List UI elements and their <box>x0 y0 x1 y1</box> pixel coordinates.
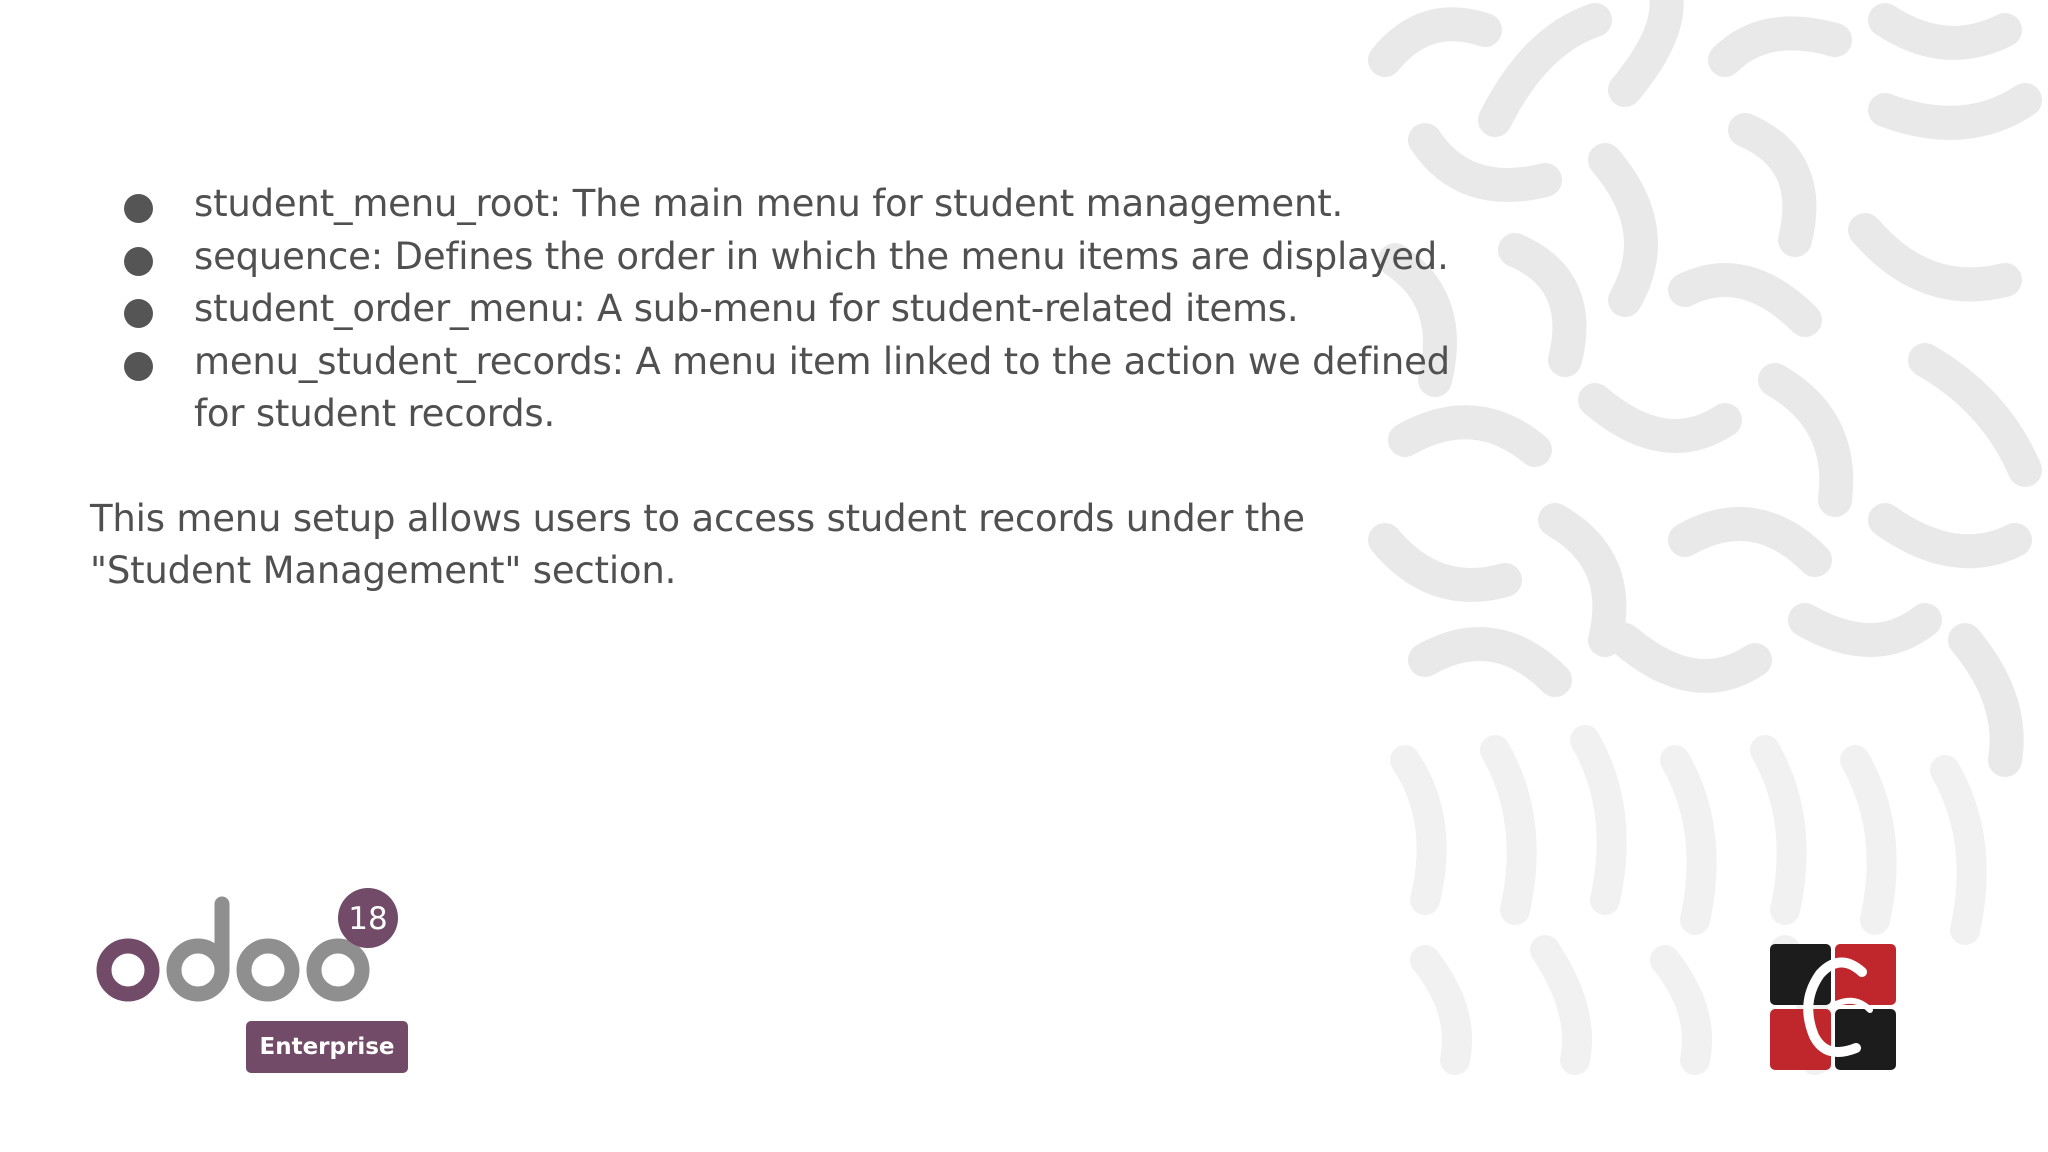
bullet-text: menu_student_records: A menu item linked to the action we defined for student records. <box>194 339 1450 435</box>
bullet-dot-icon <box>124 352 153 381</box>
enterprise-badge: Enterprise <box>246 1021 408 1073</box>
slide-content <box>90 178 1470 635</box>
company-c-logo-icon <box>1770 944 1896 1070</box>
odoo-version: 18 <box>348 901 388 937</box>
bullet-item <box>90 231 1470 284</box>
bullet-text: sequence: Defines the order in which the menu items are displayed. <box>194 234 1449 278</box>
bullet-dot-icon <box>124 247 153 276</box>
bullet-dot-icon <box>124 299 153 328</box>
bullet-text: student_order_menu: A sub-menu for student-related items. <box>194 287 1299 330</box>
bullet-item <box>90 336 1470 441</box>
bullet-item <box>90 178 1470 231</box>
bullet-item <box>90 283 1470 336</box>
bullet-list <box>90 178 1470 441</box>
bullet-dot-icon <box>124 194 153 223</box>
summary-paragraph: This menu setup allows users to access student records under the "Student Management" section. <box>90 496 1305 592</box>
bullet-text: student_menu_root: The main menu for student management. <box>194 182 1344 225</box>
